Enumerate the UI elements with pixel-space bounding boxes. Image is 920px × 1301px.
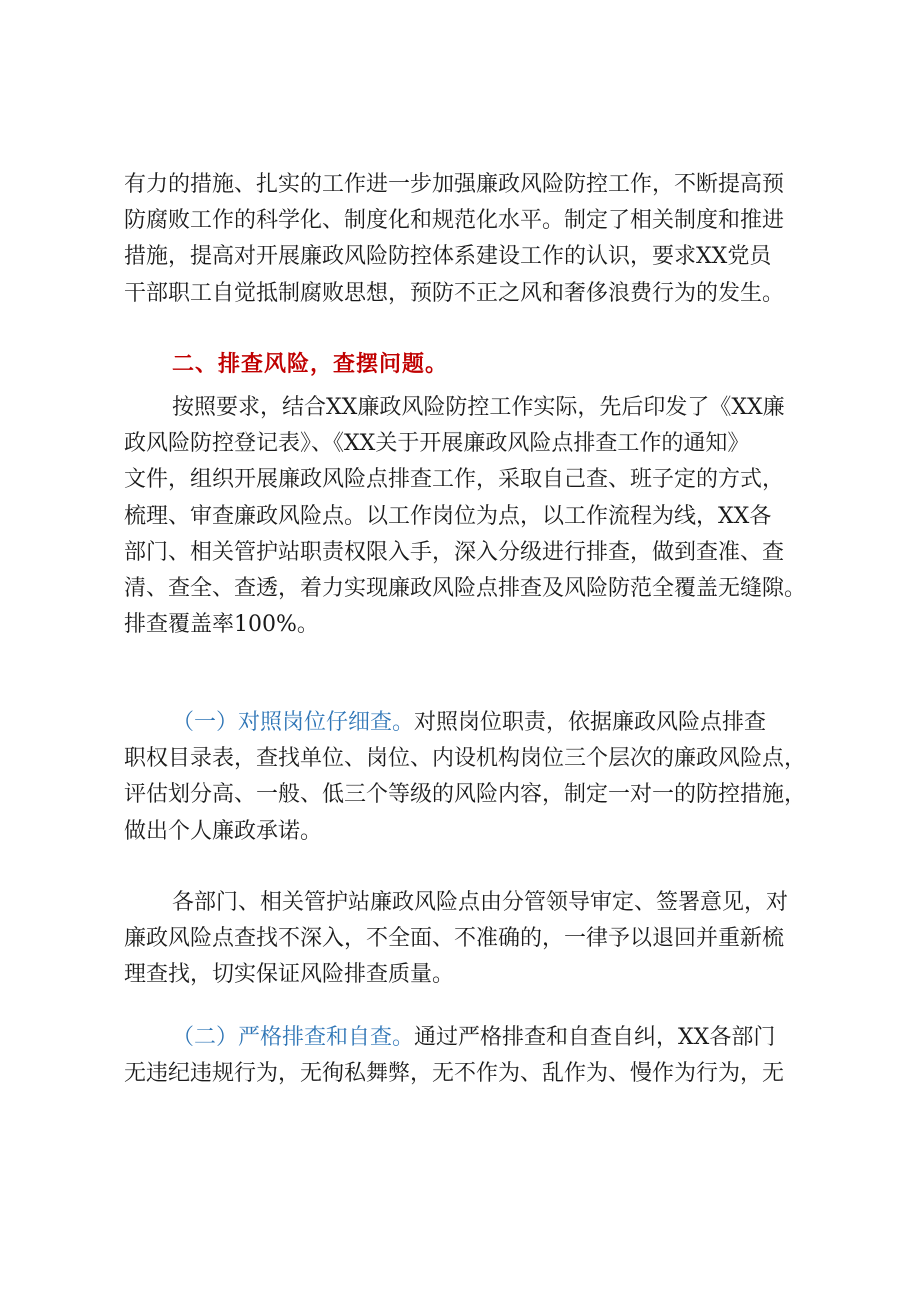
- text-line: 有力的措施、扎实的工作进一步加强廉政风险防控工作，不断提高预: [124, 172, 785, 197]
- subsection-heading: （一）对照岗位仔细查。: [172, 710, 415, 735]
- paragraph-investigation: [124, 390, 814, 643]
- text-line: 干部职工自觉抵制腐败思想，预防不正之风和奢侈浪费行为的发生。: [124, 280, 785, 306]
- text-line: 部门、相关管护站职责权限入手，深入分级进行排查，做到查准、查: [124, 539, 785, 565]
- text-line: 措施，提高对开展廉政风险防控体系建设工作的认识，要求XX党员: [124, 244, 772, 270]
- text-line: 防腐败工作的科学化、制度化和规范化水平。制定了相关制度和推进: [124, 208, 785, 234]
- text-line: 廉政风险点查找不深入，不全面、不准确的，一律予以退回并重新梳: [124, 926, 785, 952]
- text-line: 做出个人廉政承诺。: [124, 818, 323, 844]
- text-line: 政风险防控登记表》、《XX关于开展廉政风险点排查工作的通知》: [124, 431, 750, 457]
- text-line: 职权目录表，查找单位、岗位、内设机构岗位三个层次的廉政风险点，: [124, 746, 807, 772]
- paragraph-measures: [124, 167, 814, 312]
- text-line: 各部门、相关管护站廉政风险点由分管领导审定、签署意见，对: [172, 890, 789, 915]
- text-line: 排查覆盖率100%。: [124, 612, 319, 638]
- text-fragment: 对照岗位职责，依据廉政风险点排查: [414, 710, 767, 735]
- text-line: 清、查全、查透，着力实现廉政风险点排查及风险防范全覆盖无缝隙。: [124, 575, 807, 601]
- paragraph-review: [124, 885, 814, 994]
- paragraph-self-check: [124, 1020, 814, 1092]
- text-fragment: 通过严格排查和自查自纠，XX各部门: [414, 1025, 776, 1050]
- text-line: 评估划分高、一般、低三个等级的风险内容，制定一对一的防控措施，: [124, 782, 807, 808]
- text-line: [124, 705, 814, 741]
- text-line: [124, 1020, 814, 1056]
- section-heading: 二、排查风险，查摆问题。: [172, 352, 449, 377]
- subsection-heading: （二）严格排查和自查。: [172, 1025, 415, 1050]
- paragraph-position-check: [124, 705, 814, 850]
- text-line: 无违纪违规行为，无徇私舞弊，无不作为、乱作为、慢作为行为，无: [124, 1061, 785, 1087]
- text-line: 按照要求，结合XX廉政风险防控工作实际，先后印发了《XX廉: [172, 395, 785, 420]
- text-line: 文件，组织开展廉政风险点排查工作，采取自己查、班子定的方式，: [124, 467, 785, 493]
- text-line: 梳理、审查廉政风险点。以工作岗位为点，以工作流程为线，XX各: [124, 503, 772, 529]
- text-line: 理查找，切实保证风险排查质量。: [124, 962, 455, 988]
